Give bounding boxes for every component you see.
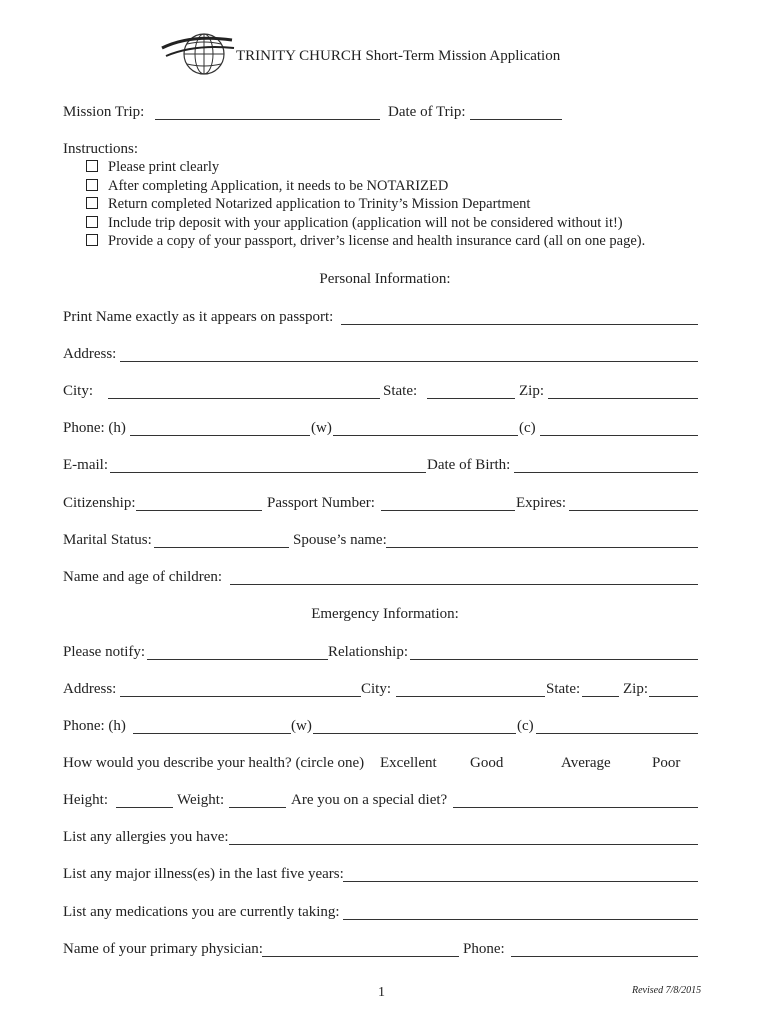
instruction-item: Include trip deposit with your application (application will not be considered without it!) [86,214,645,233]
checkbox[interactable] [86,234,98,246]
state-field[interactable] [427,398,515,399]
zip-field[interactable] [548,398,698,399]
expires-field[interactable] [569,510,698,511]
date-of-trip-field[interactable] [470,119,562,120]
phone-home-label: Phone: (h) [63,420,126,436]
marital-status-label: Marital Status: [63,532,152,548]
diet-field[interactable] [453,807,698,808]
emergency-state-label: State: [546,681,581,697]
emergency-zip-label: Zip: [623,681,648,697]
allergies-field[interactable] [229,844,698,845]
print-name-label: Print Name exactly as it appears on passport: [63,309,334,325]
emergency-phone-home-label: Phone: (h) [63,718,126,734]
address-field[interactable] [120,361,698,362]
medications-label: List any medications you are currently taking: [63,904,340,920]
please-notify-label: Please notify: [63,644,146,660]
zip-label: Zip: [519,383,544,399]
spouse-name-label: Spouse’s name: [293,532,387,548]
instructions-list [86,158,645,251]
dob-label: Date of Birth: [427,457,511,473]
diet-label: Are you on a special diet? [291,792,448,808]
instruction-item: Return completed Notarized application to Trinity’s Mission Department [86,195,645,214]
state-label: State: [383,383,418,399]
emergency-phone-cell-label: (c) [517,718,534,734]
city-field[interactable] [108,398,380,399]
emergency-address-field[interactable] [120,696,361,697]
print-name-field[interactable] [341,324,698,325]
relationship-field[interactable] [410,659,698,660]
illness-label: List any major illness(es) in the last five years: [63,866,344,882]
checkbox[interactable] [86,216,98,228]
phone-work-label: (w) [311,420,332,436]
address-label: Address: [63,346,117,362]
children-label: Name and age of children: [63,569,223,585]
emergency-phone-work-field[interactable] [313,733,516,734]
checkbox[interactable] [86,160,98,172]
physician-field[interactable] [262,956,459,957]
instructions-heading: Instructions: [63,141,138,157]
citizenship-label: Citizenship: [63,495,136,511]
illness-field[interactable] [343,881,698,882]
emergency-info-heading: Emergency Information: [311,606,459,622]
personal-info-heading: Personal Information: [319,271,451,287]
phone-cell-field[interactable] [540,435,698,436]
medications-field[interactable] [343,919,698,920]
emergency-phone-home-field[interactable] [133,733,291,734]
health-option-average[interactable]: Average [561,755,611,771]
emergency-city-field[interactable] [396,696,545,697]
spouse-name-field[interactable] [386,547,698,548]
height-label: Height: [63,792,108,808]
physician-label: Name of your primary physician: [63,941,263,957]
physician-phone-label: Phone: [463,941,505,957]
relationship-label: Relationship: [328,644,408,660]
health-option-good[interactable]: Good [470,755,504,771]
instruction-item: Provide a copy of your passport, driver’s license and health insurance card (all on one page). [86,232,645,251]
checkbox[interactable] [86,179,98,191]
expires-label: Expires: [516,495,566,511]
instruction-item: Please print clearly [86,158,645,177]
mission-trip-label: Mission Trip: [63,104,145,120]
marital-status-field[interactable] [154,547,289,548]
weight-label: Weight: [177,792,225,808]
globe-logo-icon [160,30,240,80]
email-label: E-mail: [63,457,108,473]
passport-number-label: Passport Number: [267,495,375,511]
children-field[interactable] [230,584,698,585]
instruction-item: After completing Application, it needs to be NOTARIZED [86,177,645,196]
phone-work-field[interactable] [333,435,518,436]
emergency-zip-field[interactable] [649,696,698,697]
revised-date: Revised 7/8/2015 [632,985,702,996]
checkbox[interactable] [86,197,98,209]
height-field[interactable] [116,807,173,808]
phone-home-field[interactable] [130,435,310,436]
dob-field[interactable] [514,472,698,473]
phone-cell-label: (c) [519,420,536,436]
form-title: TRINITY CHURCH Short-Term Mission Application [236,48,561,64]
weight-field[interactable] [229,807,286,808]
email-field[interactable] [110,472,426,473]
page-number: 1 [378,985,385,1000]
passport-number-field[interactable] [381,510,515,511]
emergency-phone-work-label: (w) [291,718,312,734]
emergency-state-field[interactable] [582,696,619,697]
allergies-label: List any allergies you have: [63,829,229,845]
citizenship-field[interactable] [136,510,262,511]
health-option-excellent[interactable]: Excellent [380,755,437,771]
city-label: City: [63,383,94,399]
date-of-trip-label: Date of Trip: [388,104,466,120]
mission-trip-field[interactable] [155,119,380,120]
please-notify-field[interactable] [147,659,328,660]
emergency-city-label: City: [361,681,392,697]
emergency-address-label: Address: [63,681,117,697]
health-question: How would you describe your health? (circle one) [63,755,365,771]
emergency-phone-cell-field[interactable] [536,733,698,734]
physician-phone-field[interactable] [511,956,698,957]
health-option-poor[interactable]: Poor [652,755,681,771]
